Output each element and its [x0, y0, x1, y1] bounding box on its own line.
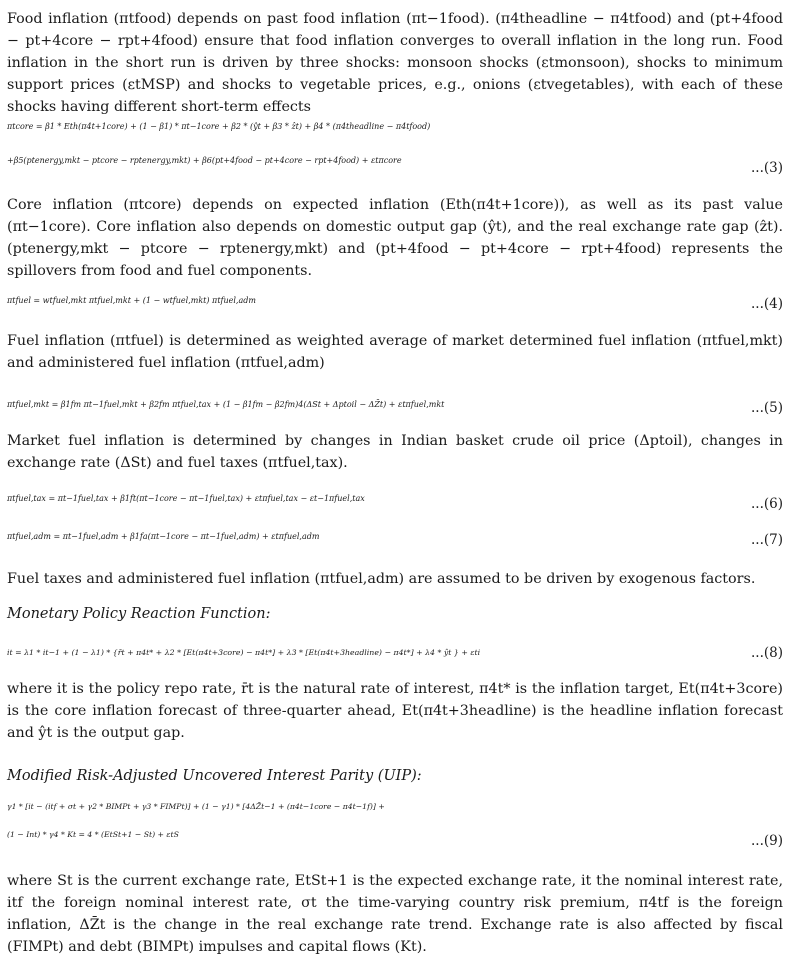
equation-number-6: ...(6) [751, 496, 783, 512]
equation-5: πtfuel,mkt = β1fm πt−1fuel,mkt + β2fm πtfuel,tax + (1 − β1fm − β2fm)4(ΔSt + Δptoil − ΔZ̄t) + εtπfuel,mkt [7, 400, 445, 409]
equation-9-line-2: (1 − Int) * γ4 * Kt = 4 * (EtSt+1 − St) + εtS [7, 830, 179, 839]
equation-8: it = λ1 * it−1 + (1 − λ1) * {r̄t + π4t* + λ2 * [Et(π4t+3core) − π4t*] + λ3 * [Et(π4t+3headline) − π4t*] + λ4 * ŷt } + εti [7, 648, 481, 657]
market-fuel-paragraph: Market fuel inflation is determined by changes in Indian basket crude oil price (Δptoil), changes in exchange rate (ΔSt) and fuel taxes (πtfuel,tax). [7, 433, 783, 471]
equation-4: πtfuel = wtfuel,mkt πtfuel,mkt + (1 − wtfuel,mkt) πtfuel,adm [7, 296, 256, 305]
policy-explanation-paragraph: where it is the policy repo rate, r̄t is the natural rate of interest, π4t* is the inflation target, Et(π4t+3core) is the core inflation forecast of three-quarter ahead, Et(π4t+3headline) is the headline inflation forecast and ŷt is the output gap. [7, 681, 783, 741]
equation-number-8: ...(8) [751, 645, 783, 661]
equation-3-line-2 [7, 150, 783, 172]
equation-number-5: ...(5) [751, 400, 783, 416]
fuel-inflation-paragraph: Fuel inflation (πtfuel) is determined as weighted average of market determined fuel inflation (πtfuel,mkt) and administered fuel inflation (πtfuel,adm) [7, 333, 783, 371]
equation-3-line-2-text: +β5(ptenergy,mkt − ptcore − rptenergy,mkt) + β6(pt+4food − pt+4core − rpt+4food) + εtπcore [7, 156, 402, 165]
equation-number-4: ...(4) [751, 296, 783, 312]
core-inflation-paragraph: Core inflation (πtcore) depends on expected inflation (Eth(π4t+1core)), as well as its past value (πt−1core). Core inflation also depends on domestic output gap (ŷt), and the real exchange rate gap (ẑt). (ptenergy,mkt − ptcore − rptenergy,mkt) and (pt+4food − pt+4core − rpt+4food) represents the spillovers from food and fuel components. [7, 197, 783, 279]
equation-number-9: ...(9) [751, 833, 783, 849]
equation-9-line-1: γ1 * [it − (itf + σt + γ2 * BIMPt + γ3 * FIMPt)] + (1 − γ1) * [4ΔZ̄t−1 + (π4t−1core − π4t−1f)] + [7, 802, 385, 811]
equation-3-line-1: πtcore = β1 * Eth(π4t+1core) + (1 − β1) * πt−1core + β2 * (ŷt + β3 * ẑt) + β4 * (π4theadline − π4tfood) [7, 122, 431, 131]
equation-6: πtfuel,tax = πt−1fuel,tax + β1ft(πt−1core − πt−1fuel,tax) + εtπfuel,tax − εt−1πfuel,tax [7, 494, 365, 503]
uip-explanation-paragraph: where St is the current exchange rate, EtSt+1 is the expected exchange rate, it the nominal interest rate, itf the foreign nominal interest rate, σt the time-varying country risk premium, π4tf is the foreign inflation, ΔZ̄t is the change in the real exchange rate trend. Exchange rate is also affected by fiscal (FIMPt) and debt (BIMPt) impulses and capital flows (Kt). [7, 873, 783, 955]
equation-number-7: ...(7) [751, 532, 783, 548]
equation-number-3: ...(3) [751, 160, 783, 176]
food-inflation-paragraph: Food inflation (πtfood) depends on past food inflation (πt−1food). (π4theadline − π4tfood) and (pt+4food − pt+4core − rpt+4food) ensure that food inflation converges to overall inflation in the long run. Food inflation in the short run is driven by three shocks: monsoon shocks (εtmonsoon), shocks to minimum support prices (εtMSP) and shocks to vegetable prices, e.g., onions (εtvegetables), with each of these shocks having different short-term effects [7, 11, 783, 115]
equation-7: πtfuel,adm = πt−1fuel,adm + β1fa(πt−1core − πt−1fuel,adm) + εtπfuel,adm [7, 532, 320, 541]
uip-heading: Modified Risk-Adjusted Uncovered Interest Parity (UIP): [7, 768, 422, 784]
fuel-taxes-paragraph: Fuel taxes and administered fuel inflation (πtfuel,adm) are assumed to be driven by exogenous factors. [7, 571, 756, 587]
monetary-policy-heading: Monetary Policy Reaction Function: [7, 606, 271, 622]
